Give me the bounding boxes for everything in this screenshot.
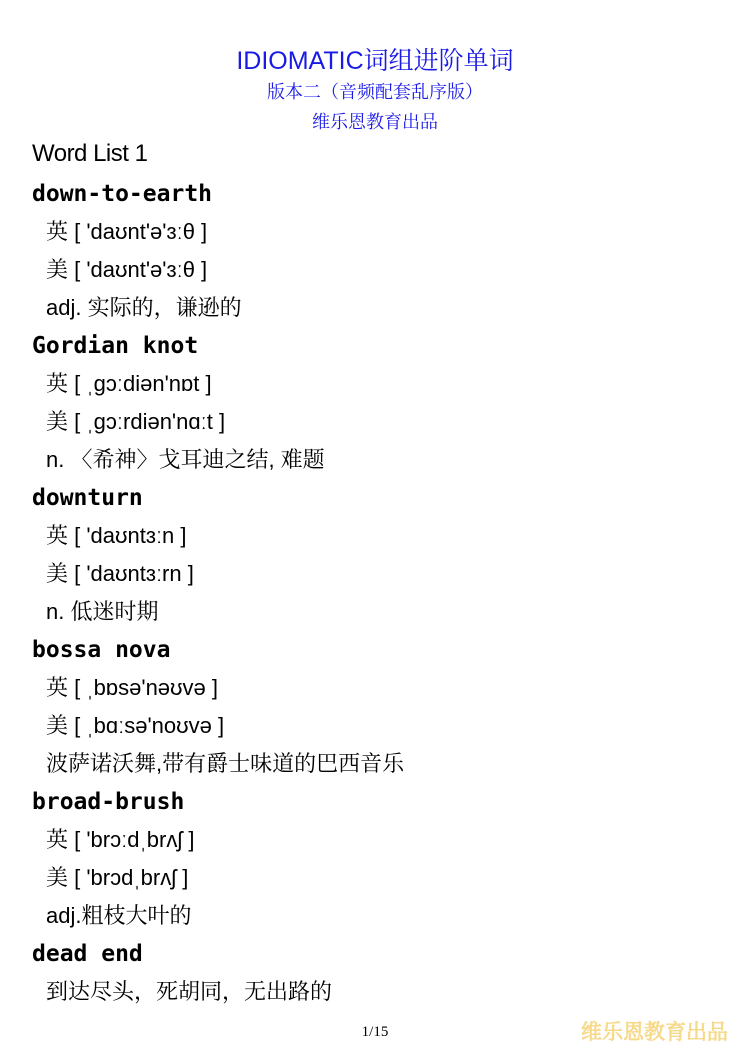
uk-pronunciation: 英 [ 'daʊnt'ə'ɜːθ ] [46, 219, 208, 244]
word-entry [0, 631, 750, 783]
us-pronunciation: 美 [ 'daʊnt'ə'ɜːθ ] [46, 257, 208, 282]
word-entry [0, 327, 750, 479]
uk-pronunciation: 英 [ 'brɔːdˌbrʌʃ ] [46, 827, 195, 852]
publisher-line: 维乐恩教育出品 [312, 112, 438, 132]
document-title: IDIOMATIC词组进阶单词 [236, 47, 514, 75]
publisher-watermark: 维乐恩教育出品 [581, 1020, 728, 1044]
headword: bossa nova [32, 637, 171, 663]
word-entries [0, 175, 750, 1011]
document-header [0, 44, 750, 136]
word-entry [0, 175, 750, 327]
word-entry [0, 783, 750, 935]
word-entry [0, 479, 750, 631]
headword: Gordian knot [32, 333, 199, 359]
uk-pronunciation: 英 [ ˌgɔːdiən'nɒt ] [46, 371, 212, 396]
uk-pronunciation: 英 [ ˌbɒsə'nəʊvə ] [46, 675, 219, 700]
headword: down-to-earth [32, 181, 213, 207]
definition: n. 〈希神〉戈耳迪之结, 难题 [46, 447, 325, 472]
definition: 波萨诺沃舞,带有爵士味道的巴西音乐 [46, 751, 405, 776]
page-number: 1/15 [361, 1024, 389, 1040]
uk-pronunciation: 英 [ 'daʊntɜːn ] [46, 523, 187, 548]
definition: n. 低迷时期 [46, 599, 159, 624]
us-pronunciation: 美 [ ˌgɔːrdiən'nɑːt ] [46, 409, 226, 434]
us-pronunciation: 美 [ 'daʊntɜːrn ] [46, 561, 194, 586]
word-entry [0, 935, 750, 1011]
definition: adj. 实际的，谦逊的 [46, 295, 242, 320]
headword: dead end [32, 941, 143, 967]
definition: 到达尽头，死胡同，无出路的 [46, 979, 333, 1004]
headword: downturn [32, 485, 143, 511]
word-list-title: Word List 1 [32, 140, 148, 167]
us-pronunciation: 美 [ 'brɔdˌbrʌʃ ] [46, 865, 189, 890]
headword: broad-brush [32, 789, 185, 815]
us-pronunciation: 美 [ ˌbɑːsə'noʊvə ] [46, 713, 225, 738]
definition: adj.粗枝大叶的 [46, 903, 192, 928]
document-subtitle: 版本二（音频配套乱序版） [267, 82, 483, 102]
